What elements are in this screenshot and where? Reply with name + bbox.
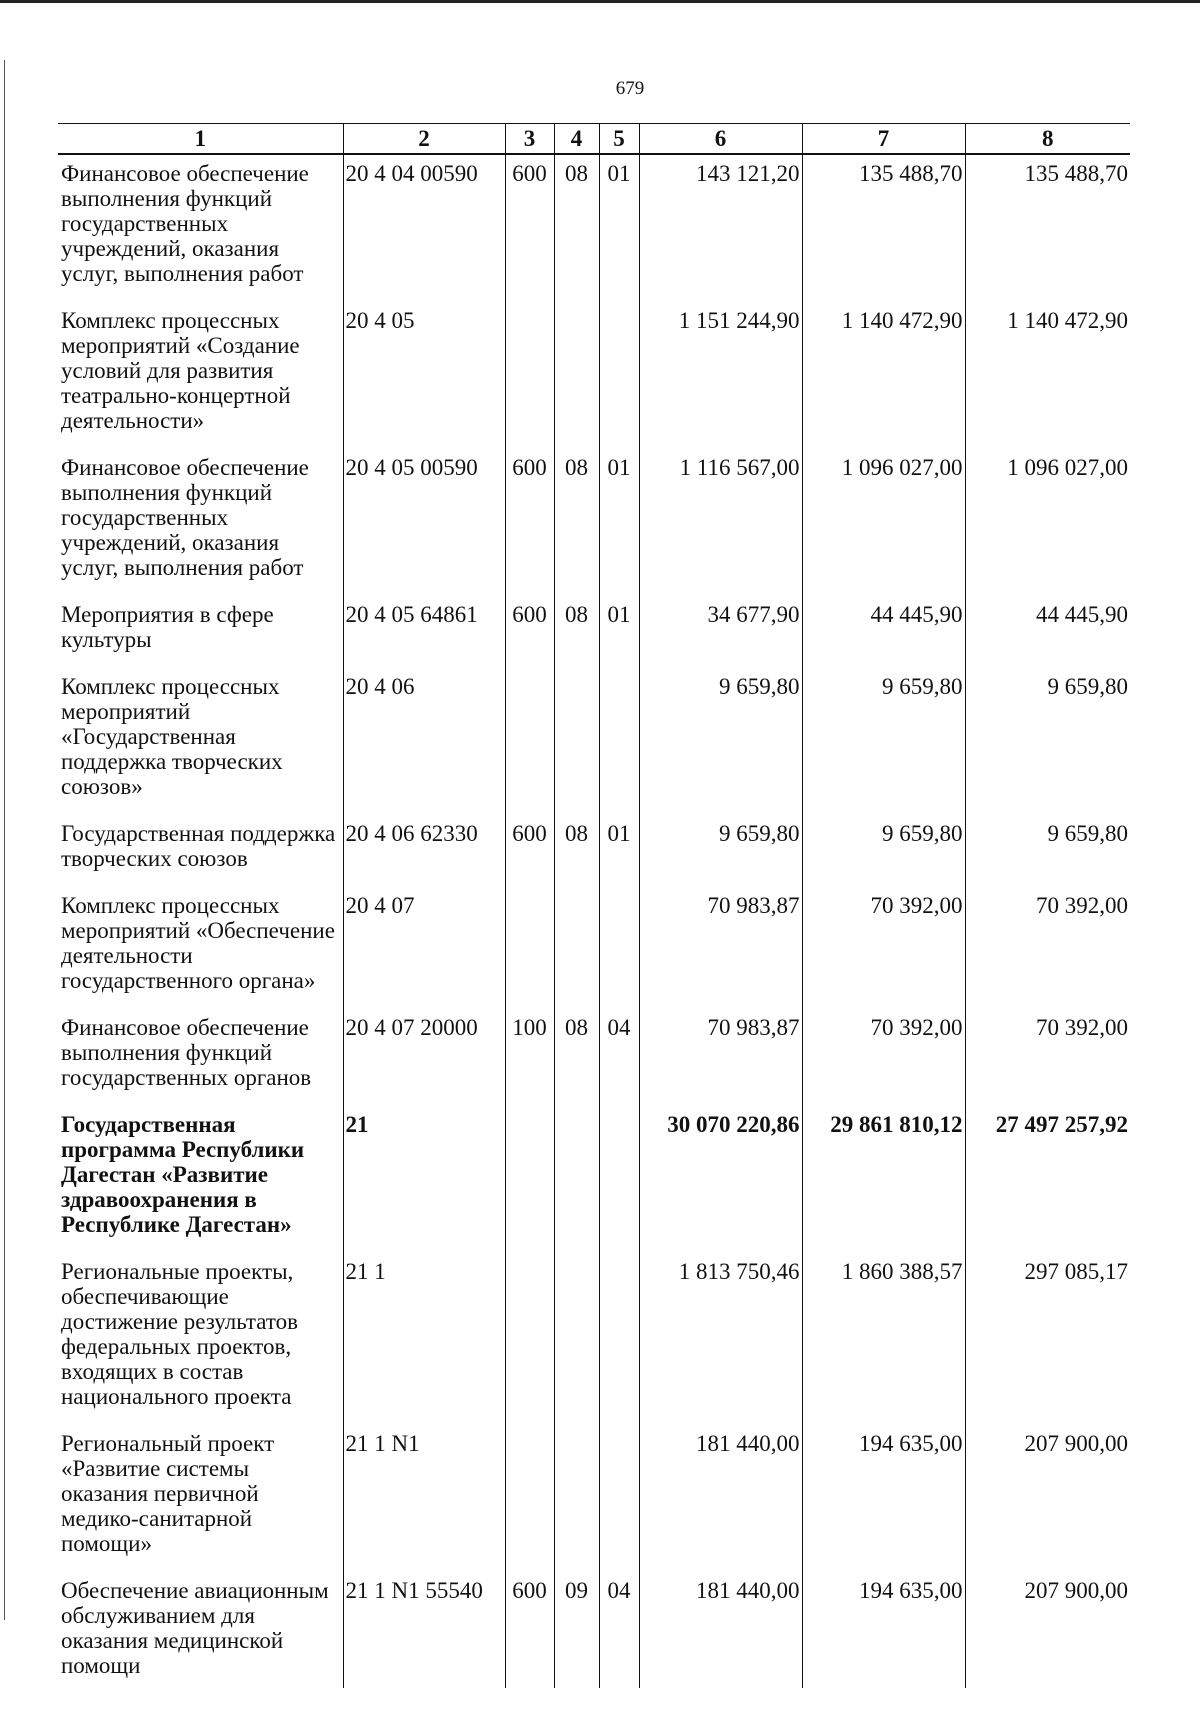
row-col-4 <box>554 668 599 815</box>
row-value-8: 27 497 257,92 <box>965 1106 1130 1253</box>
row-col-4 <box>554 302 599 449</box>
row-name: Комплекс процессных мероприятий «Создание условий для развития театрально-концертной деятельности» <box>58 302 343 449</box>
table-row <box>58 1009 1130 1106</box>
top-border-line <box>0 0 1200 3</box>
row-name: Мероприятия в сфере культуры <box>58 596 343 668</box>
row-col-4: 08 <box>554 596 599 668</box>
row-col-3 <box>505 668 554 815</box>
table-row <box>58 449 1130 596</box>
header-col-4: 4 <box>554 124 599 155</box>
row-col-3: 100 <box>505 1009 554 1106</box>
table-header-row <box>58 124 1130 155</box>
row-col-3 <box>505 1106 554 1253</box>
row-value-7: 1 096 027,00 <box>802 449 965 596</box>
table-row <box>58 1572 1130 1688</box>
row-value-6: 30 070 220,86 <box>639 1106 802 1253</box>
row-value-6: 70 983,87 <box>639 887 802 1009</box>
row-value-6: 9 659,80 <box>639 668 802 815</box>
row-col-3 <box>505 1253 554 1425</box>
row-col-5: 01 <box>599 815 639 887</box>
row-value-8: 44 445,90 <box>965 596 1130 668</box>
row-col-3 <box>505 887 554 1009</box>
row-code: 21 1 <box>343 1253 505 1425</box>
header-col-2: 2 <box>343 124 505 155</box>
row-value-6: 70 983,87 <box>639 1009 802 1106</box>
row-code: 20 4 06 <box>343 668 505 815</box>
row-col-3: 600 <box>505 815 554 887</box>
row-value-7: 29 861 810,12 <box>802 1106 965 1253</box>
header-col-6: 6 <box>639 124 802 155</box>
row-name: Государственная программа Республики Дагестан «Развитие здравоохранения в Республике Дагестан» <box>58 1106 343 1253</box>
row-name: Обеспечение авиационным обслуживанием для оказания медицинской помощи <box>58 1572 343 1688</box>
row-code: 21 <box>343 1106 505 1253</box>
row-value-7: 135 488,70 <box>802 154 965 302</box>
table-row <box>58 1106 1130 1253</box>
row-col-3: 600 <box>505 596 554 668</box>
row-col-5 <box>599 1425 639 1572</box>
row-value-7: 9 659,80 <box>802 815 965 887</box>
row-col-4: 08 <box>554 1009 599 1106</box>
header-col-8: 8 <box>965 124 1130 155</box>
row-col-5 <box>599 887 639 1009</box>
row-value-8: 1 096 027,00 <box>965 449 1130 596</box>
table-row <box>58 596 1130 668</box>
row-value-6: 1 116 567,00 <box>639 449 802 596</box>
row-col-3: 600 <box>505 154 554 302</box>
row-col-4: 09 <box>554 1572 599 1688</box>
header-col-5: 5 <box>599 124 639 155</box>
row-value-8: 70 392,00 <box>965 1009 1130 1106</box>
row-value-6: 9 659,80 <box>639 815 802 887</box>
row-code: 20 4 05 00590 <box>343 449 505 596</box>
row-name: Финансовое обеспечение выполнения функций государственных органов <box>58 1009 343 1106</box>
row-value-7: 1 860 388,57 <box>802 1253 965 1425</box>
row-value-8: 9 659,80 <box>965 668 1130 815</box>
row-name: Региональный проект «Развитие системы оказания первичной медико-санитарной помощи» <box>58 1425 343 1572</box>
row-code: 21 1 N1 55540 <box>343 1572 505 1688</box>
row-code: 20 4 04 00590 <box>343 154 505 302</box>
row-col-3 <box>505 1425 554 1572</box>
row-value-7: 1 140 472,90 <box>802 302 965 449</box>
page-number: 679 <box>615 78 645 99</box>
row-value-7: 194 635,00 <box>802 1425 965 1572</box>
row-value-6: 143 121,20 <box>639 154 802 302</box>
row-col-3: 600 <box>505 1572 554 1688</box>
row-name: Государственная поддержка творческих союзов <box>58 815 343 887</box>
row-value-8: 70 392,00 <box>965 887 1130 1009</box>
header-col-7: 7 <box>802 124 965 155</box>
table-row <box>58 154 1130 302</box>
table-row <box>58 815 1130 887</box>
row-value-6: 181 440,00 <box>639 1572 802 1688</box>
row-code: 20 4 05 64861 <box>343 596 505 668</box>
table-body <box>58 154 1130 1688</box>
table-row <box>58 887 1130 1009</box>
row-col-4 <box>554 1106 599 1253</box>
row-value-6: 1 151 244,90 <box>639 302 802 449</box>
row-col-4 <box>554 1425 599 1572</box>
row-name: Региональные проекты, обеспечивающие достижение результатов федеральных проектов, входящих в состав национального проекта <box>58 1253 343 1425</box>
row-name: Комплекс процессных мероприятий «Обеспечение деятельности государственного органа» <box>58 887 343 1009</box>
row-value-8: 135 488,70 <box>965 154 1130 302</box>
row-value-8: 297 085,17 <box>965 1253 1130 1425</box>
row-code: 20 4 06 62330 <box>343 815 505 887</box>
row-value-8: 207 900,00 <box>965 1572 1130 1688</box>
row-code: 20 4 07 <box>343 887 505 1009</box>
row-value-8: 207 900,00 <box>965 1425 1130 1572</box>
row-name: Комплекс процессных мероприятий «Государственная поддержка творческих союзов» <box>58 668 343 815</box>
row-col-4 <box>554 1253 599 1425</box>
row-value-7: 44 445,90 <box>802 596 965 668</box>
row-col-4: 08 <box>554 449 599 596</box>
row-value-7: 9 659,80 <box>802 668 965 815</box>
table-row <box>58 302 1130 449</box>
header-col-1: 1 <box>58 124 343 155</box>
budget-table <box>58 123 1130 1688</box>
row-col-4: 08 <box>554 815 599 887</box>
row-value-7: 70 392,00 <box>802 887 965 1009</box>
row-value-8: 9 659,80 <box>965 815 1130 887</box>
row-col-5 <box>599 1106 639 1253</box>
row-col-5: 01 <box>599 596 639 668</box>
row-col-5 <box>599 1253 639 1425</box>
row-col-5 <box>599 668 639 815</box>
row-col-5 <box>599 302 639 449</box>
row-value-6: 181 440,00 <box>639 1425 802 1572</box>
header-col-3: 3 <box>505 124 554 155</box>
table-row <box>58 1253 1130 1425</box>
row-col-3 <box>505 302 554 449</box>
row-name: Финансовое обеспечение выполнения функций государственных учреждений, оказания услуг, выполнения работ <box>58 449 343 596</box>
row-value-7: 70 392,00 <box>802 1009 965 1106</box>
row-code: 21 1 N1 <box>343 1425 505 1572</box>
row-code: 20 4 07 20000 <box>343 1009 505 1106</box>
row-col-5: 01 <box>599 154 639 302</box>
row-value-7: 194 635,00 <box>802 1572 965 1688</box>
row-value-8: 1 140 472,90 <box>965 302 1130 449</box>
row-value-6: 1 813 750,46 <box>639 1253 802 1425</box>
table-row <box>58 1425 1130 1572</box>
row-col-5: 04 <box>599 1572 639 1688</box>
row-col-3: 600 <box>505 449 554 596</box>
table-row <box>58 668 1130 815</box>
row-col-5: 01 <box>599 449 639 596</box>
row-col-5: 04 <box>599 1009 639 1106</box>
row-value-6: 34 677,90 <box>639 596 802 668</box>
row-col-4 <box>554 887 599 1009</box>
row-code: 20 4 05 <box>343 302 505 449</box>
row-col-4: 08 <box>554 154 599 302</box>
left-margin-line <box>4 60 5 1620</box>
row-name: Финансовое обеспечение выполнения функций государственных учреждений, оказания услуг, выполнения работ <box>58 154 343 302</box>
